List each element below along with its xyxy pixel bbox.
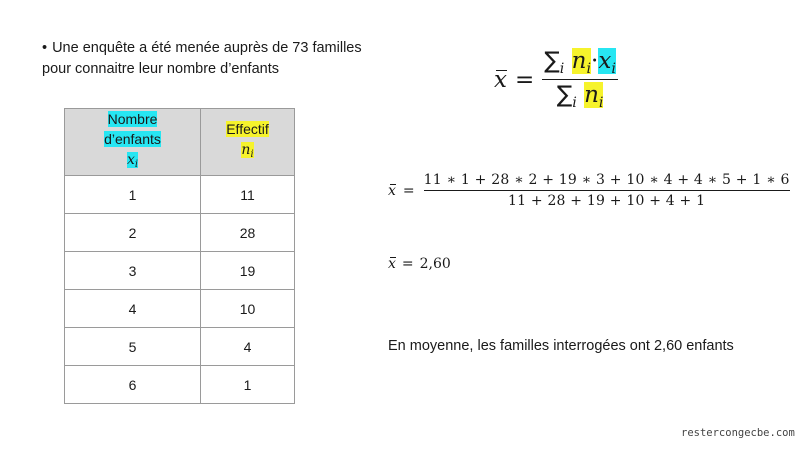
table-row xyxy=(65,328,295,366)
equals-sign: = xyxy=(514,66,535,93)
cell-n: 28 xyxy=(201,214,295,252)
header-effectif xyxy=(201,109,295,176)
cell-x: 3 xyxy=(65,252,201,290)
intro-text xyxy=(42,38,372,80)
formula-denominator: $\sum_i$ $n_i$ xyxy=(556,82,604,111)
calculation-numerator: 11 ∗ 1 + 28 ∗ 2 + 19 ∗ 3 + 10 ∗ 4 + 4 ∗ 5 + 1 ∗ 6 xyxy=(423,172,790,188)
cell-x: 5 xyxy=(65,328,201,366)
mean-symbol: x xyxy=(494,66,507,93)
table-row xyxy=(65,214,295,252)
cell-x: 4 xyxy=(65,290,201,328)
header-nombre-enfants xyxy=(65,109,201,176)
cell-x: 1 xyxy=(65,176,201,214)
calculation-denominator: 11 + 28 + 19 + 10 + 4 + 1 xyxy=(508,193,706,209)
watermark: restercongecbe.com xyxy=(681,427,795,439)
mean-symbol: x xyxy=(388,182,396,199)
header-effectif-label: Effectif xyxy=(226,121,269,137)
cell-n: 11 xyxy=(201,176,295,214)
header-nombre-line1: Nombre xyxy=(107,111,158,127)
table-row xyxy=(65,176,295,214)
dot-operator: · xyxy=(591,48,599,74)
cell-n: 1 xyxy=(201,366,295,404)
conclusion-text: En moyenne, les familles interrogées ont 2,60 enfants xyxy=(388,338,734,354)
table-row xyxy=(65,290,295,328)
result-value: 2,60 xyxy=(419,256,451,272)
mean-fraction xyxy=(542,48,618,111)
header-nombre-line2: d’enfants xyxy=(104,131,161,147)
mean-symbol: x xyxy=(388,256,396,272)
calculation-formula xyxy=(388,170,790,211)
header-x-variable: $x_i$ xyxy=(126,152,139,170)
sigma-symbol: ∑ xyxy=(556,82,573,108)
n-variable: $n_i$ xyxy=(571,48,592,77)
cell-x: 6 xyxy=(65,366,201,404)
calculation-fraction xyxy=(424,170,790,211)
intro-sentence: Une enquête a été menée auprès de 73 familles pour connaitre leur nombre d’enfants xyxy=(42,40,362,77)
sigma-symbol: ∑ xyxy=(544,48,560,74)
table-row xyxy=(65,366,295,404)
x-variable: $x_i$ xyxy=(598,48,616,77)
equals-sign: = xyxy=(402,182,415,199)
equals-sign: = xyxy=(401,256,414,272)
mean-result xyxy=(388,256,451,272)
mean-formula xyxy=(494,48,618,111)
formula-numerator: $\sum_i$ $n_i\cdot x_i$ xyxy=(544,48,616,77)
table-row xyxy=(65,252,295,290)
header-n-variable: $n_i$ xyxy=(241,142,254,160)
table-header-row xyxy=(65,109,295,176)
cell-n: 10 xyxy=(201,290,295,328)
cell-n: 4 xyxy=(201,328,295,366)
bullet: • xyxy=(42,40,48,56)
frequency-table xyxy=(64,108,295,404)
n-variable: $n_i$ xyxy=(584,82,604,111)
cell-x: 2 xyxy=(65,214,201,252)
cell-n: 19 xyxy=(201,252,295,290)
